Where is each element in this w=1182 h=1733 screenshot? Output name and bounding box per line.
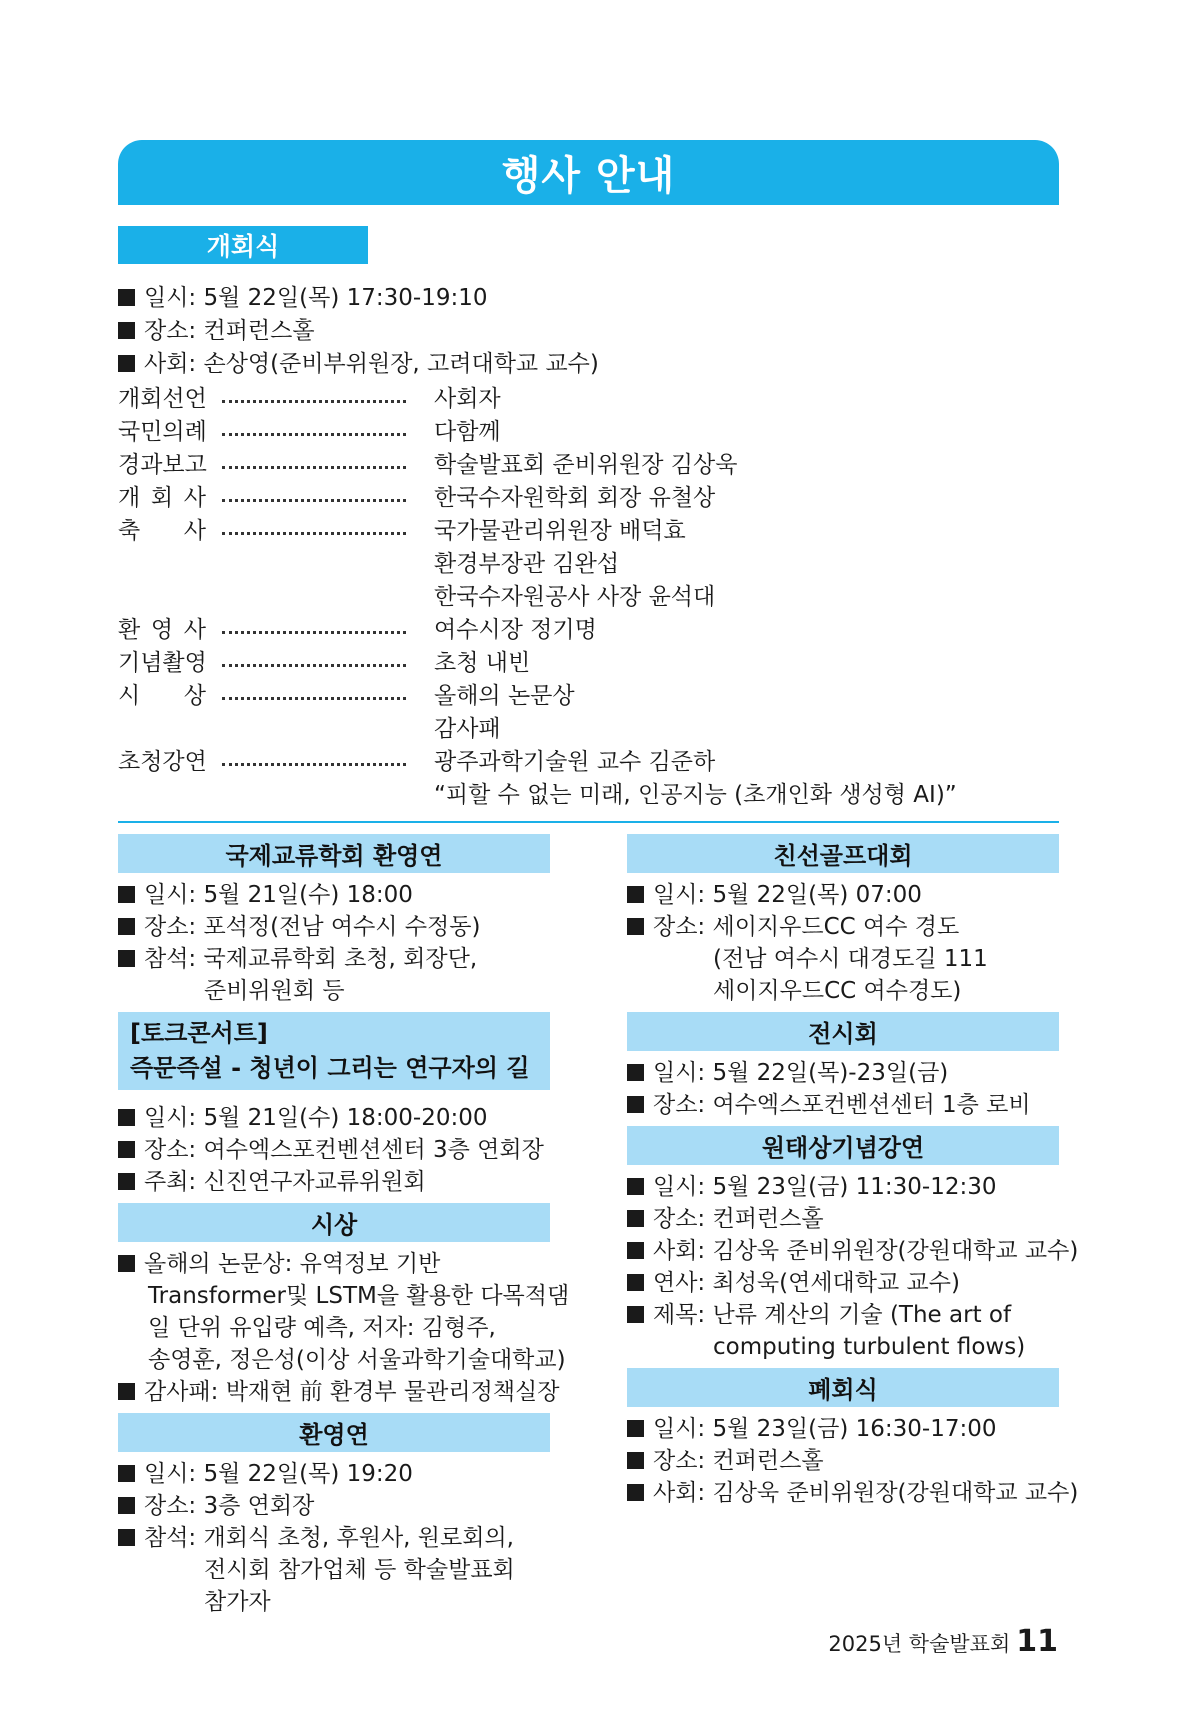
info-line: 연사: 최성욱(연세대학교 교수)	[627, 1267, 1059, 1299]
program-value: “피할 수 없는 미래, 인공지능 (초개인화 생성형 AI)”	[434, 782, 957, 808]
info-line: 감사패: 박재현 前 환경부 물관리정책실장	[118, 1376, 550, 1408]
program-row-continued	[118, 779, 1059, 812]
info-line: 제목: 난류 계산의 기술 (The art of computing turbulent flows)	[627, 1299, 1059, 1363]
info-line: 장소: 컨퍼런스홀	[627, 1445, 1059, 1477]
program-label: 초청강연	[118, 749, 207, 775]
program-value: 감사패	[434, 716, 501, 742]
golf-body	[627, 873, 1059, 1012]
opening-info	[118, 282, 1059, 381]
leader-dots	[222, 433, 406, 436]
closing-ceremony-body	[627, 1407, 1079, 1514]
leader-dots	[222, 532, 406, 535]
program-value: 올해의 논문상	[434, 683, 575, 709]
opening-ceremony-tag: 개회식	[118, 226, 368, 264]
label-char: 회	[150, 485, 174, 511]
program-value: 한국수자원공사 사장 윤석대	[434, 584, 716, 610]
program-label-spaced	[118, 680, 206, 713]
opening-venue: 장소: 컨퍼런스홀	[118, 315, 1059, 348]
info-line: 일시: 5월 21일(수) 18:00-20:00	[118, 1102, 550, 1134]
square-bullet-icon	[118, 1497, 135, 1514]
info-line: 장소: 여수엑스포컨벤션센터 3층 연회장	[118, 1134, 550, 1166]
square-bullet-icon	[118, 886, 135, 903]
info-line: 장소: 3층 연회장	[118, 1490, 550, 1522]
talk-concert-title: [토크콘서트] 즉문즉설 - 청년이 그리는 연구자의 길	[118, 1012, 550, 1090]
footer-text: 2025년 학술발표회	[828, 1632, 1011, 1656]
label-char: 상	[183, 683, 206, 709]
label-char: 개	[118, 485, 141, 511]
program-value: 국가물관리위원장 배덕효	[434, 518, 686, 544]
label-char: 영	[150, 617, 174, 643]
program-value: 광주과학기술원 교수 김준하	[434, 749, 716, 775]
page-banner: 행사 안내	[118, 140, 1059, 205]
leader-dots	[222, 697, 406, 700]
talk-concert-body	[118, 1090, 550, 1203]
info-line: 일시: 5월 22일(목)-23일(금)	[627, 1057, 1059, 1089]
program-value: 사회자	[434, 386, 501, 412]
label-char: 사	[183, 485, 206, 511]
program-label: 기념촬영	[118, 650, 207, 676]
page-number: 11	[1016, 1624, 1058, 1659]
square-bullet-icon	[627, 1420, 644, 1437]
square-bullet-icon	[118, 355, 135, 372]
info-line: 사회: 김상욱 준비위원장(강원대학교 교수)	[627, 1235, 1059, 1267]
info-line: 장소: 컨퍼런스홀	[627, 1203, 1059, 1235]
square-bullet-icon	[627, 886, 644, 903]
closing-ceremony-title: 폐회식	[627, 1368, 1059, 1407]
square-bullet-icon	[118, 1141, 135, 1158]
intl-reception-body	[118, 873, 550, 1012]
program-row	[118, 449, 1059, 482]
award-title: 시상	[118, 1203, 550, 1242]
square-bullet-icon	[627, 1242, 644, 1259]
program-row	[118, 746, 1059, 779]
page-footer	[828, 1624, 1058, 1659]
program-row	[118, 680, 1059, 713]
square-bullet-icon	[118, 1465, 135, 1482]
program-row	[118, 383, 1059, 416]
left-column	[118, 834, 570, 1623]
program-row	[118, 614, 1059, 647]
info-line: 일시: 5월 22일(목) 19:20	[118, 1458, 550, 1490]
opening-date: 일시: 5월 22일(목) 17:30-19:10	[118, 282, 1059, 315]
program-label: 경과보고	[118, 452, 207, 478]
square-bullet-icon	[627, 1484, 644, 1501]
leader-dots	[222, 466, 406, 469]
info-line: 일시: 5월 22일(목) 07:00	[627, 879, 1059, 911]
square-bullet-icon	[118, 1109, 135, 1126]
square-bullet-icon	[118, 918, 135, 935]
exhibition-body	[627, 1051, 1059, 1126]
program-label-spaced	[118, 515, 206, 548]
square-bullet-icon	[627, 1452, 644, 1469]
program-row-continued	[118, 548, 1059, 581]
square-bullet-icon	[627, 1064, 644, 1081]
label-char: 환	[118, 617, 141, 643]
program-label-spaced	[118, 614, 206, 647]
leader-dots	[222, 664, 406, 667]
square-bullet-icon	[627, 1178, 644, 1195]
square-bullet-icon	[627, 1096, 644, 1113]
info-line: 올해의 논문상: 유역정보 기반 Transformer및 LSTM을 활용한 다목적댐 일 단위 유입량 예측, 저자: 김형주, 송영훈, 정은성(이상 서울과학기술대학교)	[118, 1248, 550, 1376]
program-value: 학술발표회 준비위원장 김상욱	[434, 452, 738, 478]
program-value: 환경부장관 김완섭	[434, 551, 620, 577]
golf-title: 친선골프대회	[627, 834, 1059, 873]
square-bullet-icon	[627, 1274, 644, 1291]
award-body	[118, 1242, 570, 1413]
square-bullet-icon	[118, 1255, 135, 1272]
square-bullet-icon	[118, 1383, 135, 1400]
program-row-continued	[118, 713, 1059, 746]
info-line: 사회: 김상욱 준비위원장(강원대학교 교수)	[627, 1477, 1059, 1509]
info-line: 장소: 포석정(전남 여수시 수정동)	[118, 911, 550, 943]
program-label: 국민의례	[118, 419, 207, 445]
square-bullet-icon	[118, 1173, 135, 1190]
opening-host: 사회: 손상영(준비부위원장, 고려대학교 교수)	[118, 348, 1059, 381]
banquet-title: 환영연	[118, 1413, 550, 1452]
program-row	[118, 416, 1059, 449]
program-label: 개회선언	[118, 386, 207, 412]
label-char: 시	[118, 683, 141, 709]
program-value: 초청 내빈	[434, 650, 531, 676]
square-bullet-icon	[627, 918, 644, 935]
label-char: 사	[183, 617, 206, 643]
info-line: 참석: 국제교류학회 초청, 회장단, 준비위원회 등	[118, 943, 550, 1007]
program-value: 한국수자원학회 회장 유철상	[434, 485, 716, 511]
program-value: 다함께	[434, 419, 501, 445]
info-line: 주최: 신진연구자교류위원회	[118, 1166, 550, 1198]
leader-dots	[222, 400, 406, 403]
right-column	[627, 834, 1079, 1514]
info-line: 일시: 5월 23일(금) 11:30-12:30	[627, 1171, 1059, 1203]
square-bullet-icon	[118, 322, 135, 339]
program-row	[118, 482, 1059, 515]
section-divider	[118, 821, 1059, 823]
intl-reception-title: 국제교류학회 환영연	[118, 834, 550, 873]
memorial-lecture-title: 원태상기념강연	[627, 1126, 1059, 1165]
square-bullet-icon	[627, 1210, 644, 1227]
leader-dots	[222, 499, 406, 502]
opening-program	[118, 383, 1059, 812]
square-bullet-icon	[118, 289, 135, 306]
exhibition-title: 전시회	[627, 1012, 1059, 1051]
program-row-continued	[118, 581, 1059, 614]
square-bullet-icon	[118, 950, 135, 967]
info-line: 장소: 여수엑스포컨벤션센터 1층 로비	[627, 1089, 1059, 1121]
label-char: 사	[183, 518, 206, 544]
program-value: 여수시장 정기명	[434, 617, 597, 643]
info-line: 일시: 5월 21일(수) 18:00	[118, 879, 550, 911]
memorial-lecture-body	[627, 1165, 1079, 1368]
info-line: 일시: 5월 23일(금) 16:30-17:00	[627, 1413, 1059, 1445]
program-row	[118, 515, 1059, 548]
info-line: 장소: 세이지우드CC 여수 경도 (전남 여수시 대경도길 111 세이지우드CC 여수경도)	[627, 911, 1059, 1007]
label-char: 축	[118, 518, 141, 544]
banquet-body	[118, 1452, 550, 1623]
leader-dots	[222, 763, 406, 766]
square-bullet-icon	[627, 1306, 644, 1323]
square-bullet-icon	[118, 1529, 135, 1546]
leader-dots	[222, 631, 406, 634]
info-line: 참석: 개회식 초청, 후원사, 원로회의, 전시회 참가업체 등 학술발표회 참가자	[118, 1522, 550, 1618]
program-label-spaced	[118, 482, 206, 515]
program-row	[118, 647, 1059, 680]
